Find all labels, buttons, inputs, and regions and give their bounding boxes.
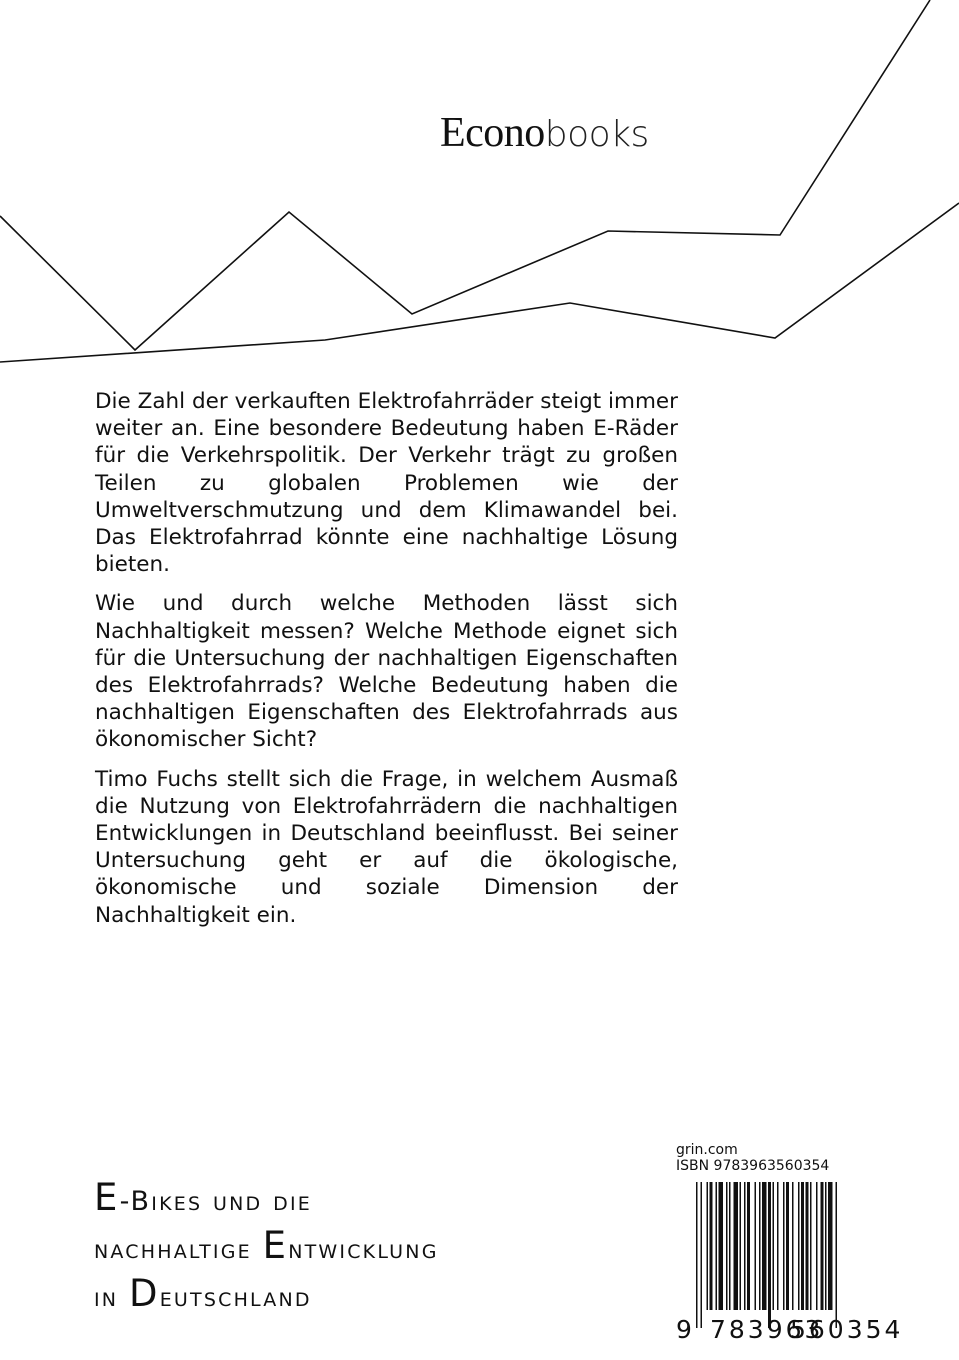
barcode-bar bbox=[744, 1182, 746, 1310]
barcode-bar bbox=[783, 1182, 785, 1310]
decorative-line-graphic bbox=[0, 0, 959, 370]
barcode-bar bbox=[777, 1182, 779, 1310]
barcode-bar bbox=[729, 1182, 731, 1310]
barcode-bar bbox=[726, 1182, 728, 1310]
logo-books: books bbox=[544, 114, 649, 155]
decor-line-2 bbox=[0, 203, 959, 362]
logo-econo: Econo bbox=[440, 110, 545, 156]
barcode-bar bbox=[740, 1182, 742, 1310]
barcode-bar bbox=[786, 1182, 789, 1310]
barcode-bar bbox=[816, 1182, 818, 1310]
barcode-bar bbox=[828, 1182, 833, 1310]
book-title bbox=[94, 1176, 439, 1320]
title-line-1: E-Bikes und die bbox=[94, 1176, 313, 1219]
blurb-paragraph-3: Timo Fuchs stellt sich die Frage, in welchem Ausmaß die Nutzung von Elektrofahrrädern die nachhaltigen Entwicklungen in Deutschland beeinflusst. Bei seiner Untersuchung geht er auf die ökologische, ökonomische und soziale Dimension der Nachhaltigkeit ein. bbox=[95, 766, 678, 928]
barcode-bar bbox=[759, 1182, 761, 1310]
barcode-digit-first: 9 bbox=[676, 1315, 695, 1344]
barcode-digits-right: 560354 bbox=[790, 1315, 904, 1344]
barcode-bar bbox=[768, 1182, 771, 1328]
blurb-paragraph-2: Wie und durch welche Methoden lässt sich Nachhaltigkeit messen? Welche Methode eignet sich für die Untersuchung der nachhaltigen Eigenschaften des Elektrofahrrads? Welche Bedeutung haben die nachhaltigen Eigenschaften des Elektrofahrrads aus ökonomischer Sicht? bbox=[95, 591, 678, 753]
barcode-bar bbox=[755, 1182, 757, 1310]
barcode-bar bbox=[806, 1182, 809, 1310]
barcode-bar bbox=[710, 1182, 713, 1310]
isbn-barcode bbox=[696, 1182, 876, 1328]
barcode-bar bbox=[716, 1182, 718, 1310]
barcode-block bbox=[676, 1142, 904, 1344]
barcode-bar bbox=[707, 1182, 709, 1310]
barcode-bar bbox=[747, 1182, 750, 1310]
barcode-bar bbox=[825, 1182, 827, 1310]
publisher-logo bbox=[440, 112, 649, 154]
barcode-bar bbox=[734, 1182, 739, 1310]
decor-line-1 bbox=[0, 0, 930, 350]
back-cover-blurb bbox=[95, 388, 678, 941]
barcode-digits-left: 783963 bbox=[710, 1315, 824, 1344]
barcode-bar bbox=[798, 1182, 800, 1310]
barcode-bar bbox=[719, 1182, 724, 1310]
website-label: grin.com bbox=[676, 1142, 738, 1158]
barcode-bar bbox=[836, 1182, 838, 1328]
barcode-bar bbox=[801, 1182, 804, 1310]
blurb-paragraph-1: Die Zahl der verkauften Elektrofahrräder steigt immer weiter an. Eine besondere Bedeutung haben E-Räder für die Verkehrspolitik. Der Verkehr trägt zu großen Teilen zu globalen Problemen wie der Umweltverschmutzung und dem Klimawandel bei. Das Elektrofahrrad könnte eine nachhaltige Lösung bieten. bbox=[95, 389, 678, 578]
isbn-label: ISBN 9783963560354 bbox=[676, 1158, 830, 1174]
barcode-bar bbox=[696, 1182, 698, 1328]
title-line-3: in Deutschland bbox=[94, 1272, 312, 1315]
barcode-bar bbox=[821, 1182, 824, 1310]
barcode-bar bbox=[762, 1182, 767, 1310]
barcode-bar bbox=[773, 1182, 775, 1310]
barcode-bar bbox=[701, 1182, 703, 1328]
barcode-bar bbox=[810, 1182, 812, 1310]
title-line-2: nachhaltige Entwicklung bbox=[94, 1224, 439, 1267]
barcode-bar bbox=[792, 1182, 794, 1310]
